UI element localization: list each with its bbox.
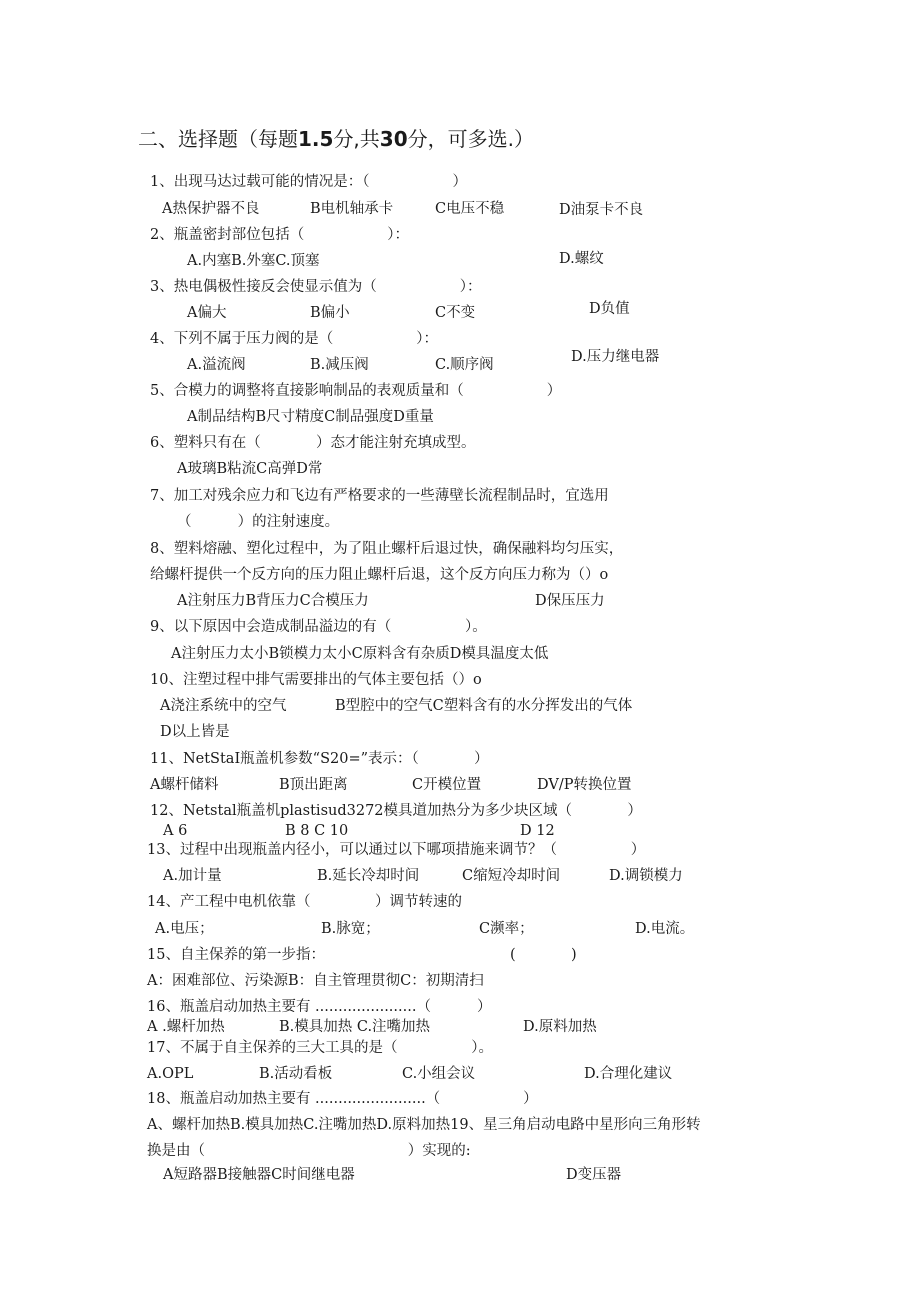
option-a: A.溢流阀 xyxy=(187,357,246,373)
question-8: 8、塑料熔融、塑化过程中，为了阻止螺杆后退过快，确保融料均匀压实， xyxy=(150,541,624,557)
option-bc: B.模具加热 C.注嘴加热 xyxy=(279,1019,431,1035)
option-c: C缩短冷却时间 xyxy=(462,868,561,884)
option-b: B偏小 xyxy=(310,305,350,321)
section-title: 二、选择题（每题1.5分,共30分，可多选.） xyxy=(138,127,534,151)
option-a: A 6 xyxy=(163,823,188,839)
option-a: A .螺杆加热 xyxy=(147,1019,225,1035)
option-b: B.延长冷却时间 xyxy=(317,868,420,884)
option-b: B顶出距离 xyxy=(279,777,348,793)
option-a: A偏大 xyxy=(187,305,227,321)
option-abc: A.内塞B.外塞C.顶塞 xyxy=(187,253,320,269)
option-a: A热保护器不良 xyxy=(162,201,260,217)
options: A制品结构B尺寸精度C制品强度D重量 xyxy=(187,409,434,425)
question-9: 9、以下原因中会造成制品溢边的有（ ）。 xyxy=(150,619,487,635)
question-3: 3、热电偶极性接反会使显示值为（ ）： xyxy=(150,279,482,295)
option-d: D.压力继电器 xyxy=(571,349,660,365)
option-a: A.加计量 xyxy=(163,868,222,884)
option-d: D.电流。 xyxy=(635,921,695,937)
question-1: 1、出现马达过载可能的情况是：（ ） xyxy=(150,174,467,190)
options: A注射压力B背压力C合模压力 xyxy=(177,593,369,609)
option-c: C开模位置 xyxy=(412,777,482,793)
question-2: 2、瓶盖密封部位包括（ ）： xyxy=(150,227,409,243)
question-13: 13、过程中出现瓶盖内径小，可以通过以下哪项措施来调节？（ ） xyxy=(147,842,646,858)
option-c: C濒率； xyxy=(479,921,534,937)
option-c: C电压不稳 xyxy=(435,201,505,217)
option-d: D变压器 xyxy=(566,1167,622,1183)
answer-blank: ( ) xyxy=(510,947,577,963)
options: A玻璃B粘流C高弹D常 xyxy=(177,461,323,477)
question-18: 18、瓶盖启动加热主要有 ........................（ ） xyxy=(147,1091,538,1107)
option-d: D以上皆是 xyxy=(160,724,230,740)
option-bc: B型腔中的空气C塑料含有的水分挥发出的气体 xyxy=(335,698,633,714)
options: A注射压力太小B锁模力太小C原料含有杂质D模具温度太低 xyxy=(171,646,549,662)
option-d: D油泵卡不良 xyxy=(559,202,644,218)
question-8-cont: 给螺杆提供一个反方向的压力阻止螺杆后退，这个反方向压力称为（）o xyxy=(150,567,609,583)
option-d: DV/P转换位置 xyxy=(537,777,632,793)
question-5: 5、合模力的调整将直接影响制品的表观质量和（ ） xyxy=(150,383,562,399)
option-b: B.减压阀 xyxy=(310,357,369,373)
option-a: A浇注系统中的空气 xyxy=(160,698,287,714)
question-15: 15、自主保养的第一步指： xyxy=(147,947,325,963)
option-c: C.顺序阀 xyxy=(435,357,494,373)
question-6: 6、塑料只有在（ ）态才能注射充填成型。 xyxy=(150,435,476,451)
option-d: D.螺纹 xyxy=(559,251,604,267)
question-16: 16、瓶盖启动加热主要有 ......................（ ） xyxy=(147,999,492,1015)
options: A：困难部位、污染源B：自主管理贯彻C：初期清扫 xyxy=(147,973,484,989)
option-d: D保压压力 xyxy=(535,593,605,609)
options-and-question-19: A、螺杆加热B.模具加热C.注嘴加热D.原料加热19、星三角启动电路中星形向三角形转 xyxy=(147,1117,701,1133)
question-4: 4、下列不属于压力阀的是（ ）： xyxy=(150,331,438,347)
question-11: 11、NetStaI瓶盖机参数“S20=”表示：（ ） xyxy=(150,751,489,767)
option-b: B.脉宽； xyxy=(321,921,380,937)
option-a: A.电压； xyxy=(155,921,214,937)
question-7-cont: （ ）的注射速度。 xyxy=(177,514,340,530)
option-a: A.OPL xyxy=(147,1066,194,1082)
option-c: C不变 xyxy=(435,305,476,321)
option-d: D.调锁模力 xyxy=(609,868,683,884)
option-d: D负值 xyxy=(589,301,630,317)
option-d: D 12 xyxy=(520,823,555,839)
option-d: D.合理化建议 xyxy=(584,1066,673,1082)
option-b: B电机轴承卡 xyxy=(310,201,394,217)
option-a: A螺杆储料 xyxy=(150,777,219,793)
question-12: 12、Netstal瓶盖机plastisud3272模具道加热分为多少块区域（ ） xyxy=(150,803,642,819)
question-19-cont: 换是由（ ）实现的: xyxy=(147,1143,471,1159)
option-c: C.小组会议 xyxy=(402,1066,476,1082)
options: A短路器B接触器C时间继电器 xyxy=(163,1167,355,1183)
question-7: 7、加工对残余应力和飞边有严格要求的一些薄壁长流程制品时，宜选用 xyxy=(150,488,609,504)
question-10: 10、注塑过程中排气需要排出的气体主要包括（）o xyxy=(150,672,482,688)
option-b: B.活动看板 xyxy=(259,1066,333,1082)
option-d: D.原料加热 xyxy=(523,1019,597,1035)
question-17: 17、不属于自主保养的三大工具的是（ ）。 xyxy=(147,1040,493,1056)
option-bc: B 8 C 10 xyxy=(285,823,349,839)
question-14: 14、产工程中电机依靠（ ）调节转速的 xyxy=(147,894,462,910)
